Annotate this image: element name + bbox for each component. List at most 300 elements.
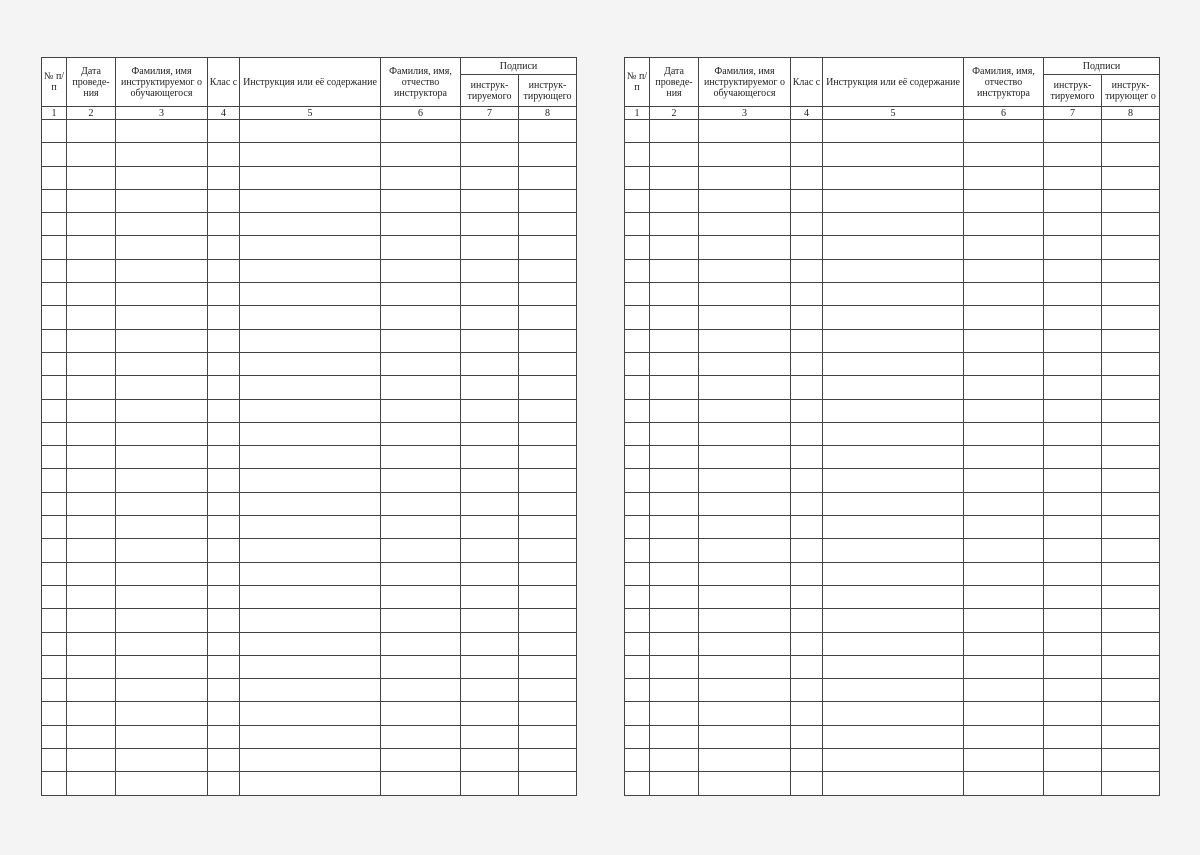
table-row xyxy=(42,236,577,259)
table-row xyxy=(42,655,577,678)
table-cell xyxy=(650,399,699,422)
table-cell xyxy=(519,283,577,306)
table-cell xyxy=(625,189,650,212)
table-row xyxy=(42,516,577,539)
table-cell xyxy=(823,376,964,399)
column-number: 1 xyxy=(42,107,67,120)
table-cell xyxy=(240,213,381,236)
table-cell xyxy=(208,492,240,515)
table-row xyxy=(625,539,1160,562)
table-cell xyxy=(381,539,461,562)
table-cell xyxy=(42,422,67,445)
table-cell xyxy=(625,399,650,422)
table-cell xyxy=(964,655,1044,678)
table-cell xyxy=(381,516,461,539)
table-cell xyxy=(67,749,116,772)
table-row xyxy=(625,236,1160,259)
table-cell xyxy=(699,749,791,772)
table-cell xyxy=(381,306,461,329)
table-cell xyxy=(461,539,519,562)
table-row xyxy=(625,562,1160,585)
table-cell xyxy=(699,492,791,515)
column-number: 5 xyxy=(823,107,964,120)
table-row xyxy=(42,259,577,282)
table-cell xyxy=(964,306,1044,329)
table-cell xyxy=(42,772,67,795)
table-cell xyxy=(381,492,461,515)
table-cell xyxy=(240,166,381,189)
table-cell xyxy=(1044,725,1102,748)
table-cell xyxy=(823,399,964,422)
table-cell xyxy=(461,283,519,306)
table-cell xyxy=(42,492,67,515)
table-cell xyxy=(67,702,116,725)
table-cell xyxy=(208,539,240,562)
table-cell xyxy=(240,189,381,212)
table-cell xyxy=(625,469,650,492)
table-cell xyxy=(116,516,208,539)
table-cell xyxy=(1044,702,1102,725)
table-cell xyxy=(240,492,381,515)
table-cell xyxy=(964,120,1044,143)
table-cell xyxy=(519,399,577,422)
table-cell xyxy=(461,376,519,399)
table-cell xyxy=(1044,189,1102,212)
table-cell xyxy=(699,166,791,189)
table-cell xyxy=(1044,749,1102,772)
table-row xyxy=(42,446,577,469)
table-cell xyxy=(625,259,650,282)
table-cell xyxy=(699,120,791,143)
column-number: 3 xyxy=(116,107,208,120)
table-cell xyxy=(67,120,116,143)
table-cell xyxy=(1102,259,1160,282)
table-cell xyxy=(791,702,823,725)
table-cell xyxy=(42,469,67,492)
table-cell xyxy=(519,725,577,748)
table-row xyxy=(42,306,577,329)
table-cell xyxy=(116,376,208,399)
table-cell xyxy=(381,772,461,795)
table-cell xyxy=(1044,120,1102,143)
table-cell xyxy=(823,213,964,236)
table-cell xyxy=(699,772,791,795)
table-cell xyxy=(823,609,964,632)
table-cell xyxy=(791,143,823,166)
header-num: № п/п xyxy=(625,58,650,107)
table-cell xyxy=(964,189,1044,212)
table-cell xyxy=(519,585,577,608)
table-cell xyxy=(67,772,116,795)
table-cell xyxy=(116,492,208,515)
table-cell xyxy=(964,609,1044,632)
table-cell xyxy=(116,143,208,166)
table-cell xyxy=(67,446,116,469)
table-cell xyxy=(823,306,964,329)
table-cell xyxy=(208,283,240,306)
table-cell xyxy=(67,306,116,329)
table-cell xyxy=(381,189,461,212)
table-cell xyxy=(67,585,116,608)
table-cell xyxy=(381,679,461,702)
table-cell xyxy=(823,772,964,795)
table-cell xyxy=(519,213,577,236)
table-cell xyxy=(519,166,577,189)
table-cell xyxy=(699,236,791,259)
table-cell xyxy=(208,329,240,352)
table-cell xyxy=(381,166,461,189)
table-cell xyxy=(625,725,650,748)
table-cell xyxy=(42,632,67,655)
table-cell xyxy=(116,120,208,143)
table-cell xyxy=(625,516,650,539)
table-cell xyxy=(67,679,116,702)
instruction-log-table xyxy=(624,57,1160,796)
table-cell xyxy=(461,213,519,236)
table-cell xyxy=(1102,562,1160,585)
table-cell xyxy=(650,329,699,352)
table-row xyxy=(42,422,577,445)
table-cell xyxy=(381,632,461,655)
table-cell xyxy=(791,259,823,282)
table-row xyxy=(42,539,577,562)
table-cell xyxy=(699,306,791,329)
table-cell xyxy=(699,143,791,166)
table-cell xyxy=(650,352,699,375)
table-cell xyxy=(650,562,699,585)
table-cell xyxy=(381,655,461,678)
table-cell xyxy=(461,329,519,352)
table-cell xyxy=(116,399,208,422)
header-class: Клас с xyxy=(791,58,823,107)
table-cell xyxy=(791,376,823,399)
table-cell xyxy=(1102,469,1160,492)
table-cell xyxy=(208,749,240,772)
table-cell xyxy=(650,469,699,492)
table-cell xyxy=(625,352,650,375)
table-cell xyxy=(791,120,823,143)
table-cell xyxy=(823,702,964,725)
table-cell xyxy=(240,585,381,608)
table-cell xyxy=(964,399,1044,422)
table-cell xyxy=(519,702,577,725)
table-cell xyxy=(1044,679,1102,702)
table-cell xyxy=(42,306,67,329)
header-class: Клас с xyxy=(208,58,240,107)
table-cell xyxy=(519,306,577,329)
table-cell xyxy=(1044,492,1102,515)
table-cell xyxy=(650,702,699,725)
table-cell xyxy=(625,562,650,585)
table-cell xyxy=(650,516,699,539)
table-cell xyxy=(964,422,1044,445)
table-row xyxy=(42,213,577,236)
table-cell xyxy=(1102,446,1160,469)
table-cell xyxy=(791,306,823,329)
table-cell xyxy=(461,166,519,189)
journal-page-left xyxy=(41,57,577,796)
table-cell xyxy=(208,516,240,539)
table-row xyxy=(625,376,1160,399)
table-cell xyxy=(625,446,650,469)
table-cell xyxy=(625,749,650,772)
table-cell xyxy=(1102,679,1160,702)
table-cell xyxy=(1044,585,1102,608)
header-signature-instructed: инструк-тируемого xyxy=(1044,75,1102,107)
table-cell xyxy=(699,399,791,422)
table-cell xyxy=(116,609,208,632)
table-cell xyxy=(699,655,791,678)
table-cell xyxy=(461,306,519,329)
table-cell xyxy=(240,562,381,585)
table-cell xyxy=(964,469,1044,492)
table-cell xyxy=(519,446,577,469)
table-cell xyxy=(1102,236,1160,259)
table-cell xyxy=(699,469,791,492)
table-cell xyxy=(699,585,791,608)
table-cell xyxy=(381,120,461,143)
table-row xyxy=(625,516,1160,539)
table-cell xyxy=(791,399,823,422)
table-row xyxy=(625,213,1160,236)
table-cell xyxy=(964,329,1044,352)
table-cell xyxy=(650,772,699,795)
table-cell xyxy=(42,585,67,608)
table-cell xyxy=(650,492,699,515)
table-cell xyxy=(381,283,461,306)
table-cell xyxy=(625,609,650,632)
column-number: 2 xyxy=(650,107,699,120)
table-cell xyxy=(67,166,116,189)
table-cell xyxy=(208,120,240,143)
table-cell xyxy=(208,562,240,585)
table-row xyxy=(42,352,577,375)
table-cell xyxy=(208,399,240,422)
table-cell xyxy=(461,585,519,608)
table-cell xyxy=(381,562,461,585)
table-cell xyxy=(699,725,791,748)
table-cell xyxy=(67,236,116,259)
table-cell xyxy=(461,259,519,282)
table-cell xyxy=(116,562,208,585)
table-cell xyxy=(1044,516,1102,539)
table-cell xyxy=(650,539,699,562)
table-cell xyxy=(699,562,791,585)
table-cell xyxy=(461,469,519,492)
table-cell xyxy=(240,259,381,282)
table-row xyxy=(625,399,1160,422)
table-cell xyxy=(1044,632,1102,655)
table-row xyxy=(42,725,577,748)
table-cell xyxy=(791,539,823,562)
table-cell xyxy=(791,749,823,772)
table-cell xyxy=(240,446,381,469)
table-cell xyxy=(240,376,381,399)
table-cell xyxy=(67,539,116,562)
table-cell xyxy=(791,609,823,632)
table-cell xyxy=(650,632,699,655)
table-cell xyxy=(699,213,791,236)
table-cell xyxy=(461,189,519,212)
table-cell xyxy=(791,772,823,795)
table-cell xyxy=(625,539,650,562)
table-row xyxy=(625,655,1160,678)
table-cell xyxy=(625,236,650,259)
column-number: 4 xyxy=(208,107,240,120)
table-cell xyxy=(625,492,650,515)
table-cell xyxy=(625,120,650,143)
table-cell xyxy=(42,352,67,375)
header-signatures: Подписи xyxy=(1044,58,1160,75)
table-cell xyxy=(823,259,964,282)
table-cell xyxy=(625,772,650,795)
table-cell xyxy=(823,446,964,469)
table-cell xyxy=(1044,259,1102,282)
table-cell xyxy=(116,213,208,236)
table-cell xyxy=(964,143,1044,166)
table-cell xyxy=(67,329,116,352)
table-cell xyxy=(650,585,699,608)
table-cell xyxy=(650,446,699,469)
table-row xyxy=(42,120,577,143)
table-cell xyxy=(42,725,67,748)
table-cell xyxy=(240,143,381,166)
table-cell xyxy=(208,213,240,236)
table-cell xyxy=(964,446,1044,469)
table-cell xyxy=(519,562,577,585)
table-cell xyxy=(823,189,964,212)
table-cell xyxy=(240,539,381,562)
table-row xyxy=(625,749,1160,772)
table-cell xyxy=(1102,539,1160,562)
table-cell xyxy=(240,236,381,259)
table-cell xyxy=(964,749,1044,772)
column-number: 4 xyxy=(791,107,823,120)
table-cell xyxy=(240,679,381,702)
table-cell xyxy=(823,749,964,772)
table-cell xyxy=(1044,655,1102,678)
table-cell xyxy=(699,539,791,562)
table-cell xyxy=(650,609,699,632)
table-cell xyxy=(519,143,577,166)
table-cell xyxy=(116,283,208,306)
table-cell xyxy=(650,236,699,259)
table-cell xyxy=(461,236,519,259)
table-cell xyxy=(625,679,650,702)
header-num: № п/п xyxy=(42,58,67,107)
table-cell xyxy=(208,772,240,795)
table-cell xyxy=(461,749,519,772)
column-number: 7 xyxy=(461,107,519,120)
table-row xyxy=(625,632,1160,655)
table-cell xyxy=(791,469,823,492)
table-row xyxy=(625,166,1160,189)
table-cell xyxy=(625,632,650,655)
table-cell xyxy=(964,236,1044,259)
table-cell xyxy=(650,166,699,189)
table-cell xyxy=(240,725,381,748)
table-cell xyxy=(1102,655,1160,678)
table-cell xyxy=(519,329,577,352)
table-row xyxy=(42,749,577,772)
table-cell xyxy=(116,189,208,212)
table-cell xyxy=(67,143,116,166)
table-cell xyxy=(1102,120,1160,143)
table-cell xyxy=(791,236,823,259)
table-cell xyxy=(1102,352,1160,375)
table-cell xyxy=(519,422,577,445)
table-cell xyxy=(116,749,208,772)
table-cell xyxy=(699,189,791,212)
journal-page-right xyxy=(624,57,1160,796)
table-row xyxy=(625,679,1160,702)
table-cell xyxy=(650,189,699,212)
table-cell xyxy=(1044,166,1102,189)
table-cell xyxy=(699,609,791,632)
header-student-name: Фамилия, имя инструктируемог о обучающегося xyxy=(116,58,208,107)
table-cell xyxy=(650,679,699,702)
table-cell xyxy=(1044,283,1102,306)
table-cell xyxy=(1102,609,1160,632)
table-cell xyxy=(650,725,699,748)
header-instructor-name: Фамилия, имя, отчество инструктора xyxy=(381,58,461,107)
table-cell xyxy=(116,306,208,329)
table-cell xyxy=(116,539,208,562)
table-cell xyxy=(208,143,240,166)
table-cell xyxy=(461,399,519,422)
header-signatures: Подписи xyxy=(461,58,577,75)
header-signature-instructed: инструк-тируемого xyxy=(461,75,519,107)
table-cell xyxy=(823,679,964,702)
table-cell xyxy=(42,562,67,585)
table-cell xyxy=(964,516,1044,539)
table-cell xyxy=(791,492,823,515)
table-cell xyxy=(625,329,650,352)
table-cell xyxy=(823,329,964,352)
table-cell xyxy=(1044,306,1102,329)
table-row xyxy=(625,772,1160,795)
table-cell xyxy=(67,399,116,422)
table-cell xyxy=(1102,213,1160,236)
table-cell xyxy=(964,632,1044,655)
table-cell xyxy=(1044,772,1102,795)
table-cell xyxy=(625,143,650,166)
table-cell xyxy=(240,655,381,678)
table-cell xyxy=(519,469,577,492)
table-cell xyxy=(116,329,208,352)
table-cell xyxy=(461,352,519,375)
table-cell xyxy=(461,679,519,702)
header-date: Дата проведе-ния xyxy=(650,58,699,107)
table-row xyxy=(42,166,577,189)
table-cell xyxy=(208,352,240,375)
table-row xyxy=(625,609,1160,632)
table-cell xyxy=(650,213,699,236)
table-cell xyxy=(699,632,791,655)
table-cell xyxy=(116,772,208,795)
table-cell xyxy=(964,679,1044,702)
table-cell xyxy=(381,702,461,725)
table-cell xyxy=(240,749,381,772)
table-cell xyxy=(67,562,116,585)
table-cell xyxy=(823,492,964,515)
table-cell xyxy=(208,189,240,212)
table-cell xyxy=(791,213,823,236)
table-cell xyxy=(42,143,67,166)
table-cell xyxy=(67,609,116,632)
table-cell xyxy=(381,376,461,399)
table-cell xyxy=(699,376,791,399)
